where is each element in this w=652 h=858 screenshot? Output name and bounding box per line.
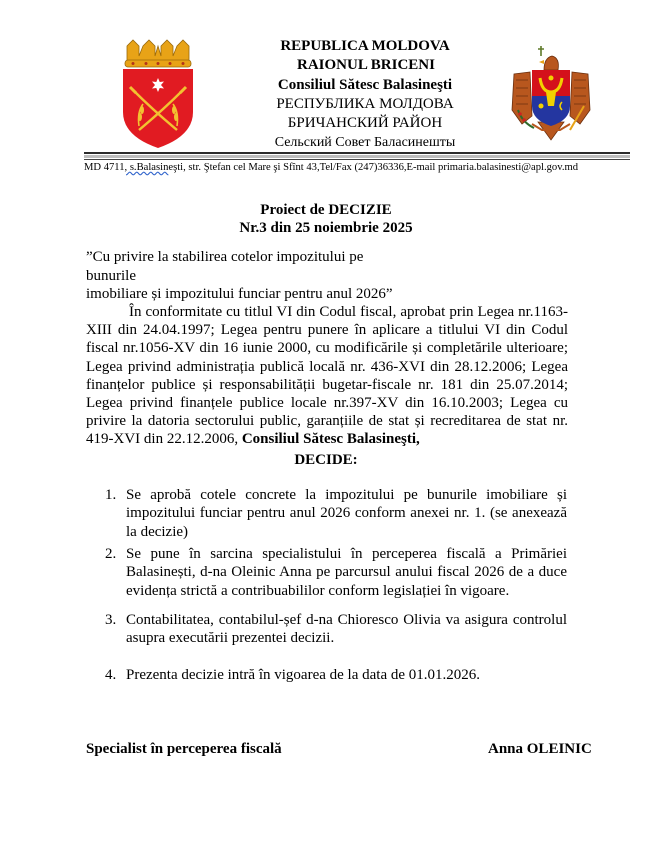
- item-text: Contabilitatea, contabilul-șef d-na Chioresco Olivia va asigura controlul asupra executării prezentei decizii.: [126, 612, 567, 647]
- header-country: REPUBLICA MOLDOVA: [280, 38, 450, 54]
- item-text: Prezenta decizie intră în vigoarea de la data de 01.01.2026.: [126, 667, 481, 683]
- preamble-paragraph: [86, 303, 568, 449]
- document-title: Proiect de DECIZIE: [260, 202, 392, 218]
- document-subject: [86, 248, 416, 304]
- preamble-council: Consiliul Sătesc Balasineşti,: [241, 431, 420, 448]
- contact-spellcheck-underline: , s.Balasin: [124, 162, 169, 173]
- item-number: 3.: [105, 612, 117, 628]
- decision-item: [105, 666, 567, 684]
- item-number: 2.: [105, 546, 117, 562]
- header-divider: [84, 152, 630, 154]
- subject-line-1: ”Cu privire la stabilirea cotelor impozitului pe bunurile: [86, 249, 364, 284]
- header-council-cyrillic: Сельский Совет Баласинешты: [274, 135, 456, 151]
- institution-header: [240, 37, 490, 153]
- header-divider-thin: [84, 159, 630, 160]
- contact-postal-code: MD 4711: [84, 162, 125, 173]
- header-district-cyrillic: БРИЧАНСКИЙ РАЙОН: [287, 115, 443, 132]
- decision-item: [105, 611, 567, 648]
- decision-item: [105, 545, 567, 600]
- decision-item: [105, 486, 567, 541]
- header-council: Consiliul Sătesc Balasineşti: [277, 76, 453, 93]
- briceni-coat-of-arms-icon: [113, 38, 203, 150]
- preamble-text: În conformitate cu titlul VI din Codul fiscal, aprobat prin Legea nr.1163-XIII din 24.04.1997; Legea pentru punere în aplicare a titlului VI din Codul fiscal nr.1056-XV din 16 iunie 2000, cu modificările și completările ulterioare; Legea privind administrația publică locală nr. 436-XVI din 28.12.2006; Legea finanțelor publice și responsabilității bugetar-fiscale nr. 181 din 25.07.2014; Legea privind finanțele publice locale nr.397-XV din 16.10.2003; Legea cu privire la datoria sectorului public, garanțiile de stat și recreditarea de stat nr. 419-XVI din 22.12.2006,: [86, 304, 568, 448]
- contact-details: eşti, str. Ştefan cel Mare şi Sfînt 43,Tel/Fax (247)36336,E-mail primaria.balasinesti@apl.gov.md: [168, 162, 579, 173]
- signatory-name: Anna OLEINIC: [488, 741, 592, 757]
- signatory-role: Specialist în perceperea fiscală: [86, 741, 282, 757]
- item-number: 1.: [105, 487, 117, 503]
- decide-heading: DECIDE:: [294, 452, 358, 468]
- subject-line-2: imobiliare și impozitului funciar pentru anul 2026”: [86, 286, 393, 302]
- header-district: RAIONUL BRICENI: [297, 57, 435, 74]
- contact-line: [84, 162, 644, 173]
- item-text: Se aprobă cotele concrete la impozitului pe bunurile imobiliare și impozitului funciar pentru anul 2026 conform anexei nr. 1. (se anexează la decizie): [126, 487, 567, 540]
- header-country-cyrillic: РЕСПУБЛИКА МОЛДОВА: [276, 95, 454, 112]
- moldova-coat-of-arms-icon: [508, 40, 594, 145]
- document-number: Nr.3 din 25 noiembrie 2025: [239, 220, 413, 236]
- item-number: 4.: [105, 667, 117, 683]
- item-text: Se pune în sarcina specialistului în perceperea fiscală a Primăriei Balasinești, d-na Oleinic Anna pe parcursul anului fiscal 2026 de a duce evidența strictă a contribuabililor conform legislației în vigoare.: [126, 546, 567, 599]
- header-divider-shade: [84, 155, 630, 158]
